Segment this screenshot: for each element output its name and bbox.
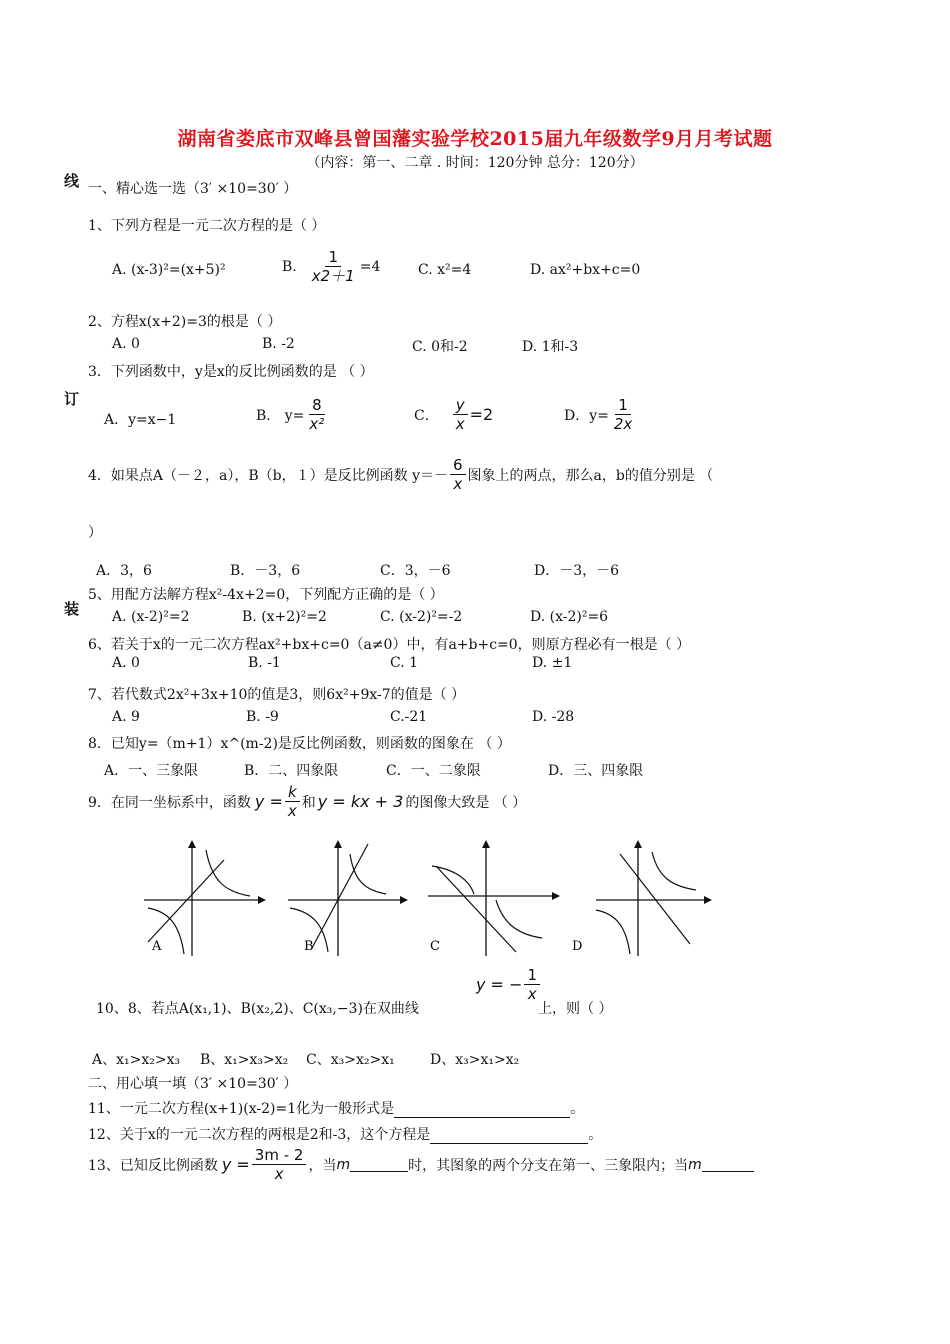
- q13-fraction: [252, 1146, 307, 1183]
- q1-option-d: D. ax²+bx+c=0: [530, 262, 641, 278]
- q7-option-c: C.-21: [390, 709, 428, 725]
- q1-b-label: B.: [282, 258, 297, 275]
- q1-option-a: A. (x-3)²=(x+5)²: [112, 262, 226, 278]
- q13-answer-blank-1[interactable]: [350, 1157, 408, 1172]
- question-5-stem: 5、用配方法解方程x²-4x+2=0，下列配方正确的是（ ）: [88, 587, 444, 603]
- question-10-stem: 10、8、若点A(x₁,1)、B(x₂,2)、C(x₃,−3)在双曲线: [96, 1001, 419, 1017]
- q4-denominator: x: [453, 475, 463, 493]
- q9-graph-b-label: B: [304, 939, 314, 954]
- question-8-stem: 8．已知y=（m+1）x^(m-2)是反比例函数，则函数的图象在 （ ）: [88, 736, 511, 752]
- q1-option-c: C. x²=4: [418, 262, 472, 278]
- q4-numerator: 6: [450, 456, 466, 475]
- q9-stem-end: 的图像大致是 （ ）: [405, 794, 527, 811]
- q10-hyperbola-lhs: y = −: [476, 975, 523, 994]
- q4-fraction: [450, 456, 466, 493]
- q8-option-b: B．二、四象限: [244, 763, 339, 779]
- q4-option-b: B．－3，6: [230, 563, 301, 579]
- q6-option-c: C. 1: [390, 655, 419, 671]
- q2-option-d: D. 1和-3: [522, 339, 579, 355]
- q4-option-c: C．3，－6: [380, 563, 451, 579]
- q13-denominator: x: [274, 1165, 284, 1183]
- q6-option-d: D. ±1: [532, 655, 573, 671]
- q9-graph-a: [130, 838, 270, 958]
- q9-stem-start: 9．在同一坐标系中，函数: [88, 794, 251, 811]
- q8-option-a: A．一、三象限: [104, 763, 199, 779]
- q10-option-b: B、x₁>x₃>x₂: [200, 1052, 289, 1068]
- q4-option-a: A．3，6: [96, 563, 152, 579]
- question-1-stem: 1、下列方程是一元二次方程的是（ ）: [88, 218, 326, 234]
- q9-f2: y = kx + 3: [317, 792, 404, 811]
- q7-option-b: B. -9: [246, 709, 279, 725]
- q2-option-c: C. 0和-2: [412, 339, 468, 355]
- q3-b-numerator: 8: [309, 396, 325, 415]
- q7-option-a: A. 9: [112, 709, 140, 725]
- q10-denominator: x: [527, 985, 537, 1003]
- q3-b-fraction: [306, 396, 327, 433]
- q1-b-rhs: =4: [359, 258, 381, 275]
- q5-option-c: C. (x-2)²=-2: [380, 609, 463, 625]
- q3-option-c: [414, 396, 493, 433]
- q3-c-label: C．: [414, 407, 439, 424]
- question-7-stem: 7、若代数式2x²+3x+10的值是3，则6x²+9x-7的值是（ ）: [88, 687, 466, 703]
- section-heading-choice: 一、精心选一选（3′ ×10=30′ ）: [88, 181, 298, 197]
- q9-f1-lhs: y =: [254, 792, 283, 811]
- q9-graph-d-label: D: [572, 939, 583, 954]
- q5-option-b: B. (x+2)²=2: [242, 609, 327, 625]
- q9-f1-numerator: k: [285, 783, 300, 802]
- q3-option-b: [256, 396, 329, 433]
- section-heading-fill: 二、用心填一填（3′ ×10=30′ ）: [88, 1076, 298, 1092]
- q5-option-a: A. (x-2)²=2: [112, 609, 190, 625]
- q3-c-denominator: x: [455, 415, 465, 433]
- q13-answer-blank-2[interactable]: [702, 1157, 754, 1172]
- q10-option-d: D、x₃>x₁>x₂: [430, 1052, 520, 1068]
- question-9-stem: [88, 783, 526, 820]
- q11-answer-blank[interactable]: [394, 1101, 570, 1118]
- q9-graph-b: [282, 838, 412, 958]
- q4-stem-start: 4．如果点A（－２，a），B（b，１）是反比例函数 y＝－: [88, 467, 448, 484]
- q3-option-a: A．y=x−1: [104, 412, 177, 428]
- q13-when-1: ，当: [308, 1157, 337, 1174]
- q3-d-label: D．y=: [564, 407, 609, 424]
- question-3-stem: 3．下列函数中，y是x的反比例函数的是 （ ）: [88, 364, 374, 380]
- q2-option-a: A. 0: [112, 336, 140, 352]
- q12-period: 。: [588, 1127, 603, 1143]
- q8-option-c: C．一、二象限: [386, 763, 481, 779]
- q3-c-rhs: =2: [469, 405, 494, 424]
- q13-f-lhs: y =: [221, 1155, 250, 1174]
- q3-c-fraction: [453, 396, 468, 433]
- q9-graph-d: [566, 838, 716, 958]
- q3-option-d: [564, 396, 637, 433]
- q10-option-c: C、x₃>x₂>x₁: [306, 1052, 395, 1068]
- q13-m-2: m: [688, 1156, 702, 1173]
- q12-answer-blank[interactable]: [430, 1127, 588, 1144]
- q13-m-1: m: [336, 1156, 351, 1173]
- q10-numerator: 1: [524, 966, 540, 985]
- q11-stem: 11、一元二次方程(x+1)(x-2)=1化为一般形式是: [88, 1101, 395, 1117]
- q10-option-a: A、x₁>x₂>x₃: [92, 1052, 181, 1068]
- q1-b-numerator: 1: [325, 248, 341, 267]
- q6-option-a: A. 0: [112, 655, 140, 671]
- q5-option-d: D. (x-2)²=6: [530, 609, 609, 625]
- q3-d-numerator: 1: [615, 396, 631, 415]
- margin-char-line: 线: [64, 172, 80, 190]
- q3-b-label: B． y=: [256, 407, 305, 424]
- question-4-stem: [88, 456, 713, 493]
- q10-stem-end: 上，则（ ）: [538, 1001, 613, 1017]
- q9-f1-denominator: x: [287, 802, 297, 820]
- q11-period: 。: [570, 1101, 585, 1117]
- q4-stem-end: 图象上的两点，那么a，b的值分别是 （: [467, 467, 714, 484]
- question-11: [88, 1098, 584, 1118]
- question-13: [88, 1146, 754, 1183]
- question-6-stem: 6、若关于x的一元二次方程ax²+bx+c=0（a≠0）中，有a+b+c=0，则原方程必有一根是（ ）: [88, 637, 691, 653]
- q10-hyperbola: [476, 966, 542, 1003]
- q9-f1-fraction: [285, 783, 300, 820]
- page-title: 湖南省娄底市双峰县曾国藩实验学校2015届九年级数学9月月考试题: [177, 128, 773, 150]
- q9-and: 和: [301, 794, 316, 811]
- q4-option-d: D．－3，－6: [534, 563, 620, 579]
- q3-d-fraction: [611, 396, 635, 433]
- q1-b-fraction: [309, 248, 358, 285]
- q2-option-b: B. -2: [262, 336, 295, 352]
- q12-stem: 12、关于x的一元二次方程的两根是2和-3，这个方程是: [88, 1127, 431, 1143]
- q3-b-denominator: x²: [309, 415, 325, 433]
- q7-option-d: D. -28: [532, 709, 575, 725]
- q1-b-denominator: x2＋1: [311, 267, 355, 285]
- q13-numerator: 3m - 2: [252, 1146, 307, 1165]
- q8-option-d: D．三、四象限: [548, 763, 644, 779]
- question-12: [88, 1124, 602, 1144]
- q13-stem-start: 13、已知反比例函数: [88, 1157, 218, 1174]
- q3-c-numerator: y: [453, 396, 468, 415]
- q9-graph-a-label: A: [152, 939, 162, 954]
- question-2-stem: 2、方程x(x+2)=3的根是（ ）: [88, 314, 282, 330]
- margin-char-staple: 订: [64, 390, 80, 408]
- q6-option-b: B. -1: [248, 655, 281, 671]
- q9-graph-c-label: C: [430, 939, 440, 954]
- exam-info: （内容：第一、二章 . 时间：120分钟 总分：120分）: [306, 155, 644, 171]
- margin-char-bind: 装: [64, 600, 80, 618]
- q4-close-paren: ）: [88, 525, 102, 541]
- q1-option-b: [282, 248, 380, 285]
- q3-d-denominator: 2x: [613, 415, 633, 433]
- q13-stem-mid: 时，其图象的两个分支在第一、三象限内；当: [408, 1157, 689, 1174]
- q9-graph-c: [424, 838, 564, 958]
